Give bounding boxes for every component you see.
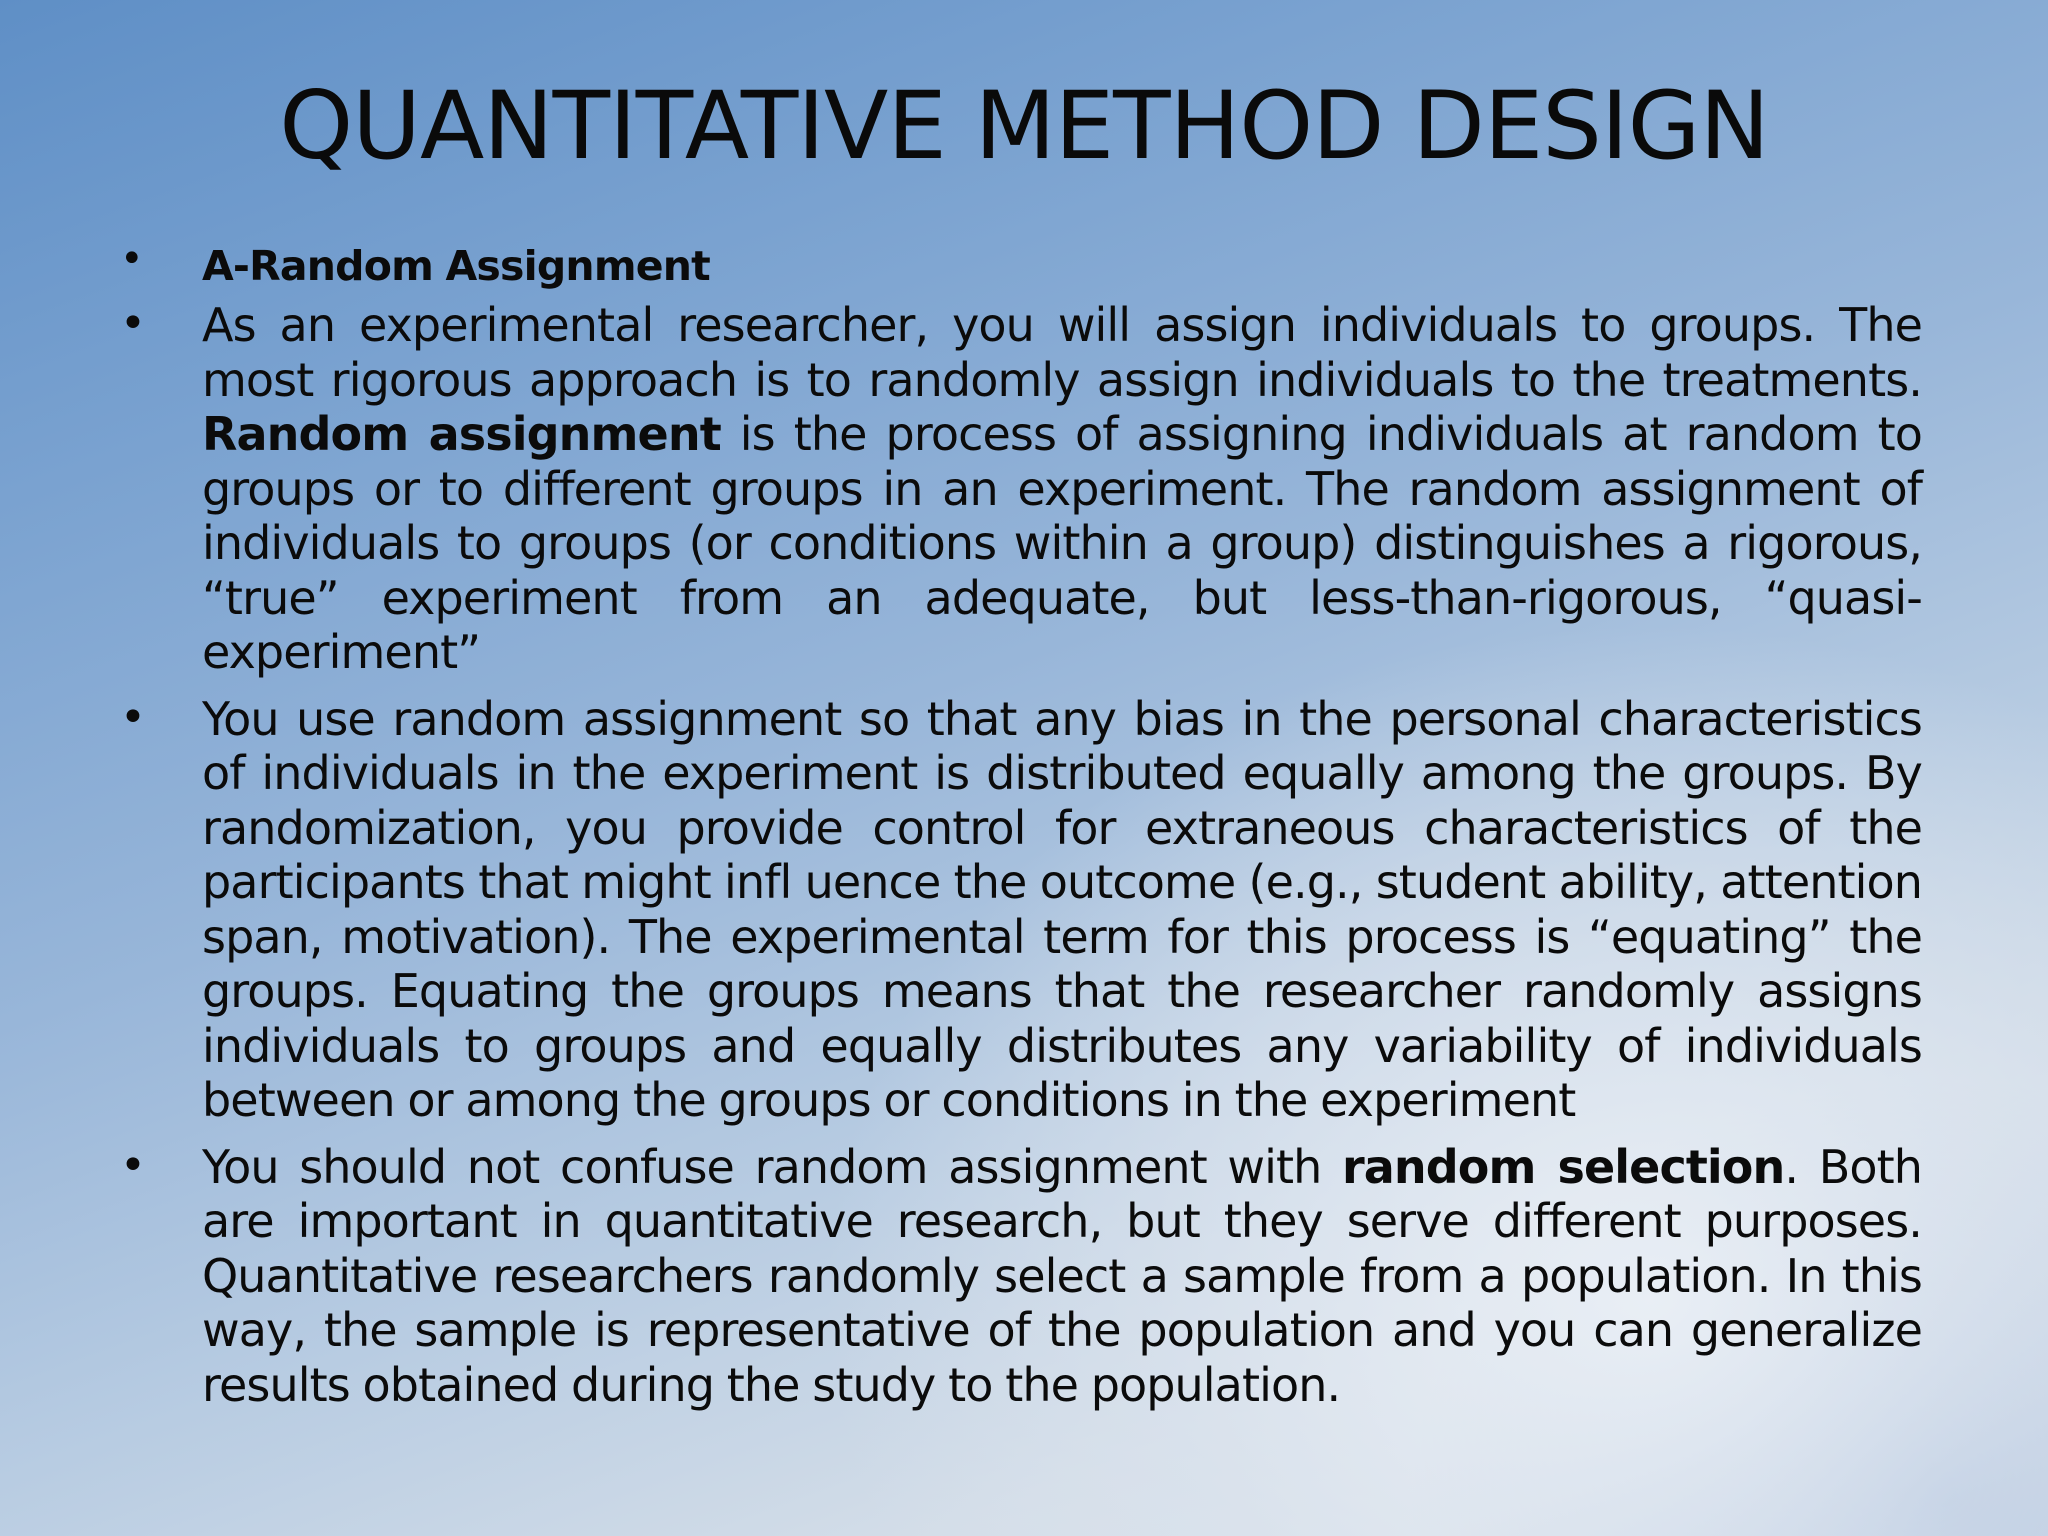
- bullet-dot: •: [120, 1139, 146, 1191]
- paragraph-3-bold-term: random selection: [1341, 1139, 1785, 1194]
- paragraph-3-text-b: . Both are important in quantitative research, but they serve different purposes. Quantitative researchers randomly select a sample from a population. In this way, the sample is representative of the population and you can generalize results obtained during the study to the population.: [202, 1139, 1922, 1412]
- bullet-paragraph-2: [0, 692, 1922, 1128]
- paragraph-3-text-a: You should not confuse random assignment with: [202, 1139, 1322, 1194]
- paragraph-1-text-a: As an experimental researcher, you will assign individuals to groups. The most rigorous approach is to randomly assign individuals to the treatments.: [202, 298, 1922, 407]
- slide-title: QUANTITATIVE METHOD DESIGN: [279, 72, 1769, 181]
- section-heading: A-Random Assignment: [202, 242, 710, 290]
- bullet-heading: [0, 238, 1922, 294]
- bullet-dot: •: [120, 298, 146, 349]
- bullet-list: [0, 238, 2048, 1412]
- paragraph-1-bold-term: Random assignment: [202, 407, 721, 461]
- bullet-dot: •: [120, 691, 146, 743]
- paragraph-2: You use random assignment so that any bias in the personal characteristics of individuals in the experiment is distributed equally among the groups. By randomization, you provide control for extraneous characteristics of the participants that might infl uence the outcome (e.g., student ability, attention span, motivation). The experimental term for this process is “equating” the groups. Equating the groups means that the researcher randomly assigns individuals to groups and equally distributes any variability of individuals between or among the groups or conditions in the experiment: [202, 691, 1922, 1127]
- paragraph-3: [202, 1140, 1922, 1413]
- bullet-paragraph-3: [0, 1140, 1922, 1413]
- paragraph-1: [202, 298, 1922, 680]
- paragraph-1-text-b: is the process of assigning individuals at random to groups or to different groups in an experiment. The random assignment of individuals to groups (or conditions within a group) distinguishes a rigorous, “true” experiment from an adequate, but less-than-rigorous, “quasi-experiment”: [202, 407, 1922, 679]
- bullet-dot: •: [120, 236, 144, 282]
- bullet-paragraph-1: [0, 298, 1922, 680]
